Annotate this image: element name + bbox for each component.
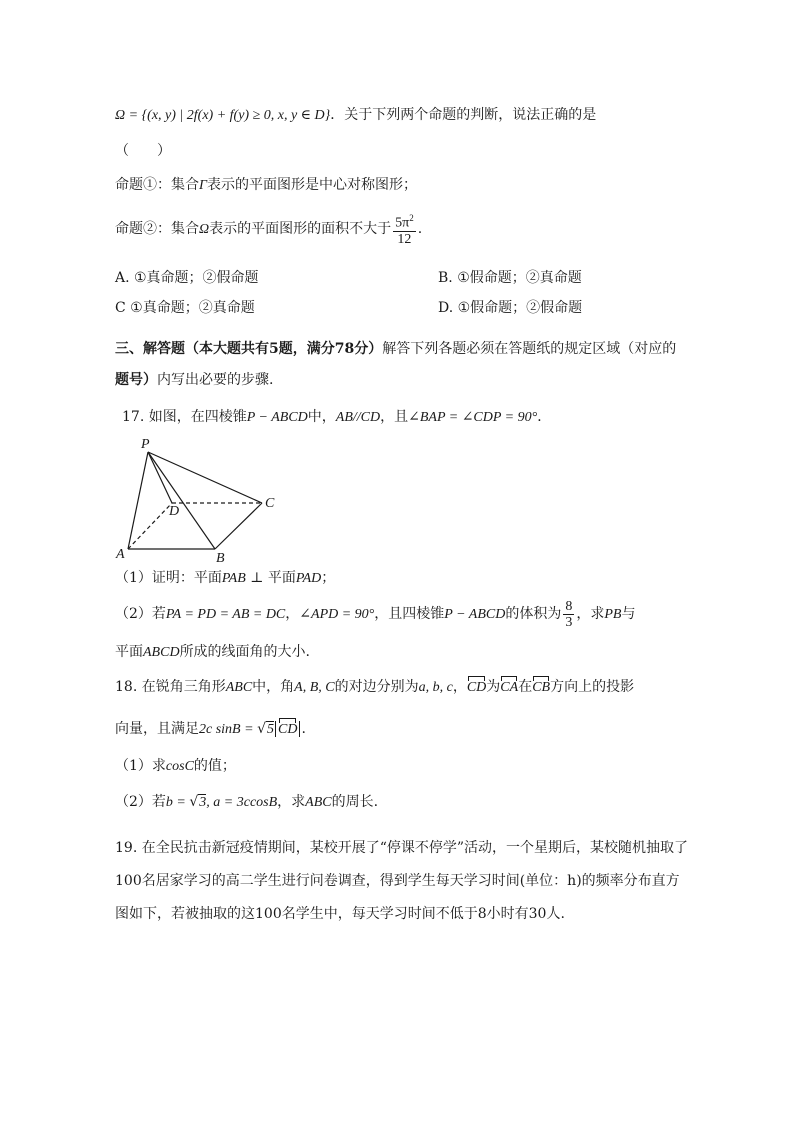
- label-a: A: [116, 547, 125, 562]
- label-c: C: [265, 496, 275, 511]
- q18-stem-line2: [115, 719, 306, 740]
- label-b: B: [216, 551, 225, 565]
- prop1-label: 命题①：: [115, 177, 171, 193]
- q18-part1: [115, 756, 236, 777]
- q18-text-f: 在: [518, 679, 533, 695]
- volume-fraction: [563, 599, 574, 630]
- q18-stem: [115, 677, 634, 698]
- q17-p2-text-f: 与: [621, 606, 636, 622]
- q16-proposition-1: [115, 175, 417, 196]
- q17-p2-text-b: ，: [285, 606, 300, 622]
- prop1-text-b: 表示的平面图形是中心对称图形；: [206, 177, 417, 193]
- q17-p1-text-b: ⊥ 平面: [245, 570, 296, 586]
- q17-part1: [115, 568, 335, 589]
- vector-magnitude: [275, 721, 300, 737]
- q16-proposition-2: [115, 211, 422, 247]
- q18-line2-end: .: [301, 721, 306, 737]
- prop1-text-a: 集合: [171, 177, 199, 193]
- q17-pyramid: P − ABCD: [246, 410, 308, 425]
- prop2-numerator: 5π: [395, 215, 410, 231]
- q18-p2-triangle: ABC: [305, 795, 332, 810]
- q18-p1-cos: cosC: [165, 759, 194, 774]
- sqrt-sign-2: √: [189, 794, 199, 810]
- volume-denominator: 3: [565, 614, 573, 630]
- sqrt-radicand: 5: [266, 722, 274, 737]
- q17-p2-line2-text-a: 平面: [115, 644, 143, 660]
- answer-blank: （ ）: [115, 143, 171, 159]
- edge-bc: [215, 503, 262, 549]
- q17-p1-text-c: ；: [321, 570, 336, 586]
- label-p: P: [141, 437, 150, 452]
- sqrt-radicand-2: 3: [199, 795, 207, 810]
- q17-p2-text-d: 的体积为: [505, 606, 562, 622]
- q17-part2: [115, 597, 635, 632]
- q18-p2-text-b: ，求: [277, 794, 306, 810]
- prop2-text-b: 表示的平面图形的面积不大于: [209, 220, 392, 237]
- q19-line2: 100名居家学习的高二学生进行问卷调查，得到学生每天学习时间(单位：h)的频率分布直方: [115, 873, 680, 889]
- vector-cb: CB: [532, 678, 550, 698]
- q18-text-b: 中，角: [252, 679, 295, 695]
- q17-p2-equal-sides: PA = PD = AB = DC: [165, 607, 286, 622]
- option-a: A. ①真命题；②假命题: [115, 270, 259, 286]
- q17-text-c: ，且: [380, 409, 409, 425]
- q16-omega-set: Ω = {(x, y) | 2f(x) + f(y) ≥ 0, x, y ∈ D}: [115, 108, 331, 123]
- q16-question-text: ．关于下列两个命题的判断，说法正确的是: [330, 107, 597, 123]
- q17-p2-line2-plane: ABCD: [143, 645, 180, 660]
- q18-angles: A, B, C: [294, 680, 335, 695]
- prop2-symbol: Ω: [199, 221, 210, 237]
- section3-heading-line2: [115, 370, 273, 390]
- q18-p2-a-eq: , a = 3ccosB: [206, 795, 278, 810]
- q17-p2-line2-text-b: 所成的线面角的大小.: [179, 644, 311, 660]
- q18-text-c: 的对边分别为: [334, 679, 419, 695]
- label-d: D: [169, 504, 180, 519]
- q17-p1-plane1: PAB: [221, 571, 246, 586]
- prop1-symbol: Γ: [199, 178, 207, 193]
- q18-text-g: 方向上的投影: [550, 679, 635, 695]
- option-d: D. ①假命题；②假命题: [438, 300, 583, 316]
- option-c: C ①真命题；②真命题: [115, 300, 255, 316]
- prop2-denominator: 12: [397, 231, 412, 247]
- q19-line3: 图如下，若被抽取的这100名学生中，每天学习时间不低于8小时有30人.: [115, 906, 565, 922]
- vector-cd-magnitude: CD: [278, 720, 297, 740]
- volume-numerator: 8: [565, 598, 573, 614]
- q18-sides: a, b, c: [418, 680, 453, 695]
- prop2-exponent: 2: [409, 213, 414, 223]
- q18-p2-text-a: （2）若: [115, 794, 166, 810]
- section3-line2-bold: 题号）: [115, 372, 157, 388]
- prop2-end: .: [417, 220, 423, 237]
- q17-p1-plane2: PAD: [295, 571, 322, 586]
- q17-text-a: 17. 如图，在四棱锥: [122, 409, 247, 425]
- edge-pa: [128, 452, 148, 549]
- q17-angles: ∠BAP = ∠CDP = 90°: [408, 410, 538, 425]
- vector-cd: CD: [467, 678, 486, 698]
- q18-text-a: 18. 在锐角三角形: [115, 679, 226, 695]
- section3-line2-rest: 内写出必要的步骤.: [157, 372, 274, 388]
- q17-p2-line: PB: [604, 607, 622, 622]
- vector-ca: CA: [500, 678, 518, 698]
- section3-title-bold: 三、解答题（本大题共有5题，满分78分）: [115, 341, 383, 357]
- section3-title-rest: 解答下列各题必须在答题纸的规定区域（对应的: [382, 341, 677, 357]
- q18-part2: [115, 792, 378, 813]
- q17-text-b: 中，: [307, 409, 336, 425]
- pyramid-figure: [110, 435, 285, 565]
- prop2-fraction: [393, 211, 416, 247]
- pyramid-diagram: [110, 435, 285, 565]
- q17-p2-pyramid: P − ABCD: [444, 607, 506, 622]
- section3-heading: [115, 339, 676, 359]
- q17-text-d: ．: [537, 409, 552, 425]
- option-b: B. ①假命题；②真命题: [438, 270, 582, 286]
- q18-line2-text: 向量，且满足: [115, 721, 199, 737]
- q17-part2-line2: [115, 642, 310, 663]
- q17-p2-angle: ∠APD = 90°: [299, 607, 375, 622]
- q18-p2-text-c: 的周长.: [331, 794, 379, 810]
- q18-p1-text-b: 的值；: [193, 758, 236, 774]
- q19-line1: 19. 在全民抗击新冠疫情期间，某校开展了“停课不停学”活动，一个星期后，某校随机抽取了: [115, 840, 689, 856]
- q17-parallel: AB//CD: [335, 410, 381, 425]
- q18-text-d: ，: [452, 679, 467, 695]
- edge-ad-hidden: [128, 503, 172, 549]
- q18-condition: 2c sinB =: [199, 722, 258, 737]
- edge-pd: [148, 452, 172, 503]
- q16-line1: [115, 105, 596, 126]
- q18-text-e: 为: [486, 679, 501, 695]
- prop2-text-a: 集合: [171, 220, 199, 237]
- q17-p2-text-e: ，求: [576, 606, 605, 622]
- prop2-label: 命题②：: [115, 220, 171, 237]
- q17-stem: [122, 407, 551, 428]
- sqrt-sign: √: [257, 721, 266, 737]
- q18-triangle: ABC: [225, 680, 253, 695]
- q18-p1-text-a: （1）求: [115, 758, 166, 774]
- q17-p2-text-a: （2）若: [115, 606, 166, 622]
- q17-p1-text-a: （1）证明：平面: [115, 570, 222, 586]
- q16-blank: [115, 141, 171, 161]
- q17-p2-text-c: ，且四棱锥: [374, 606, 445, 622]
- q18-p2-b-eq: b =: [165, 795, 190, 810]
